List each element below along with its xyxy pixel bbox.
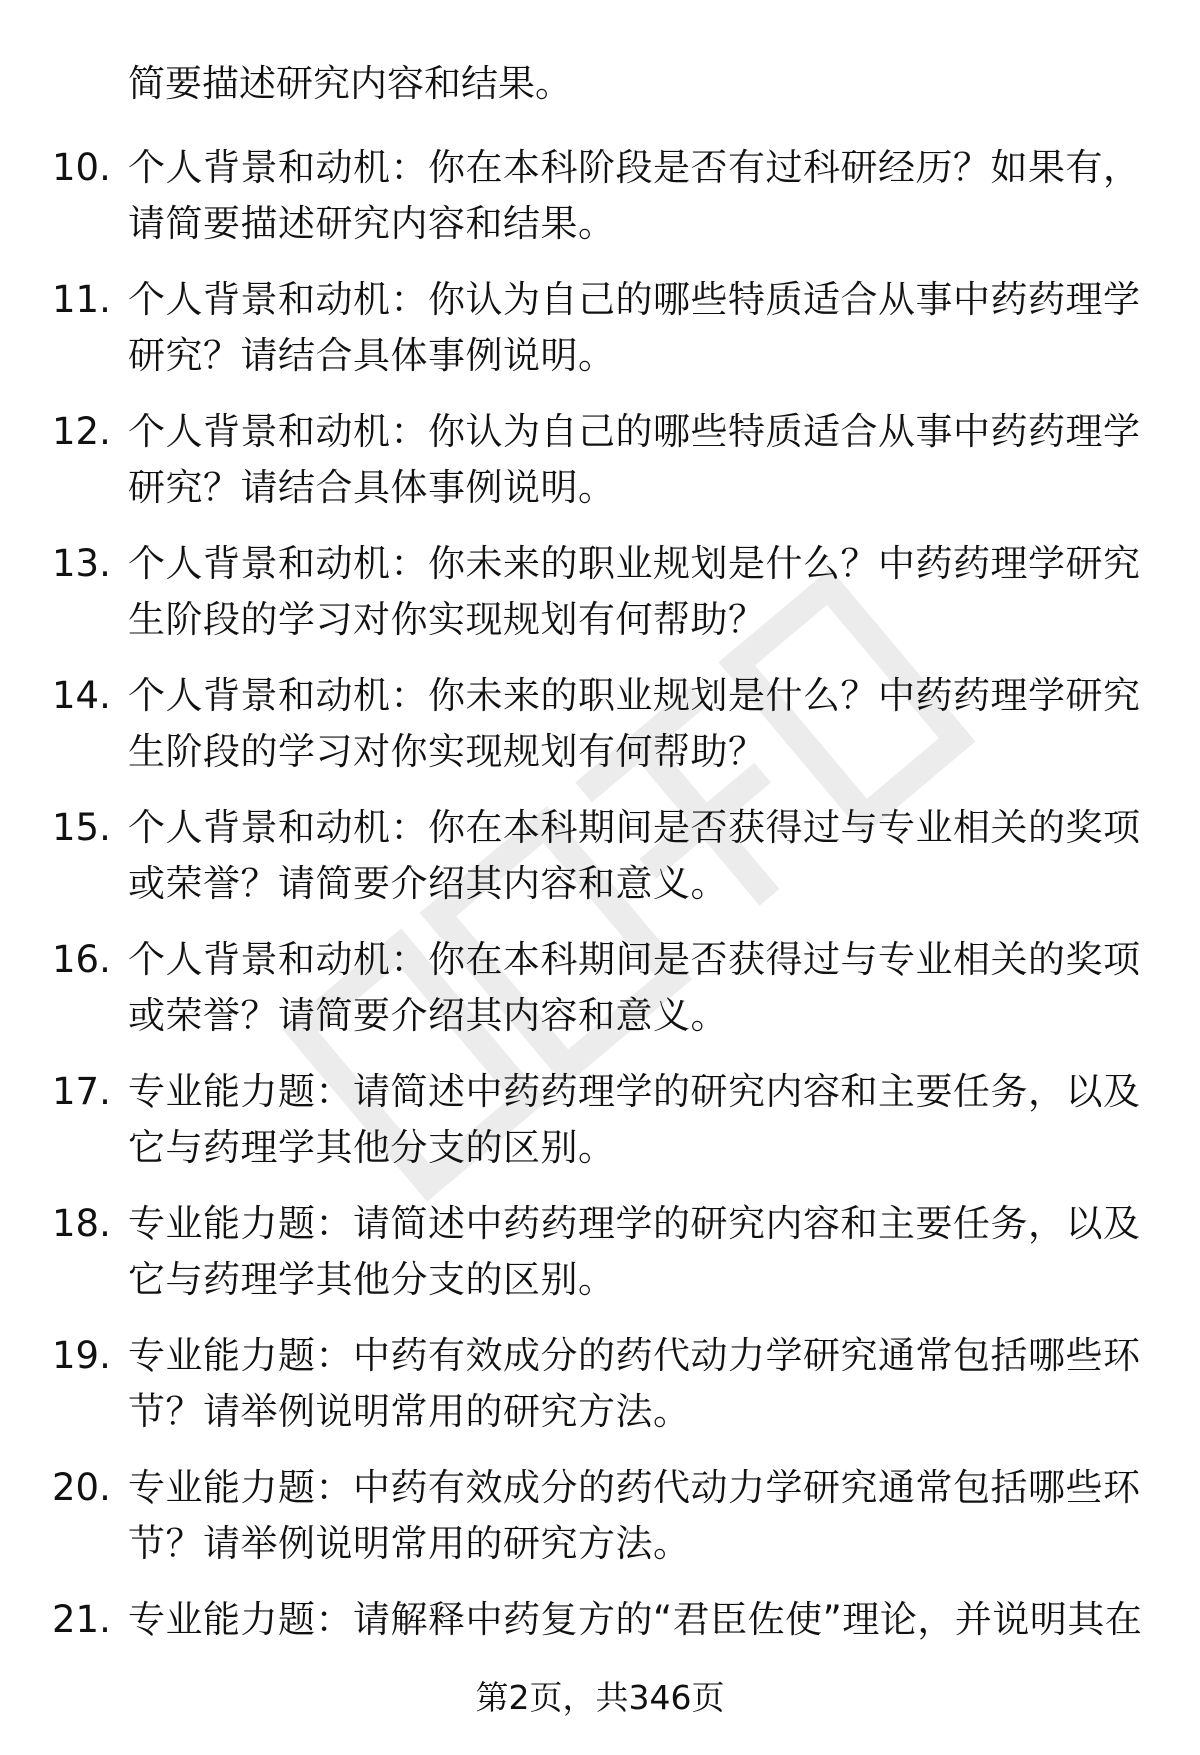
question-text: 专业能力题：中药有效成分的药代动力学研究通常包括哪些环节？请举例说明常用的研究方法。 (128, 1334, 1141, 1433)
list-item (0, 404, 1200, 532)
question-number: 14. (52, 674, 111, 717)
list-item (0, 272, 1200, 400)
question-number: 11. (52, 278, 111, 321)
question-number: 21. (52, 1598, 111, 1641)
question-number: 12. (52, 410, 111, 453)
question-text: 个人背景和动机：你认为自己的哪些特质适合从事中药药理学研究？请结合具体事例说明。 (128, 410, 1141, 509)
list-item (0, 932, 1200, 1060)
question-list (0, 140, 1200, 1724)
continued-question-text: 简要描述研究内容和结果。 (128, 62, 572, 105)
question-text: 个人背景和动机：你在本科期间是否获得过与专业相关的奖项或荣誉？请简要介绍其内容和意义。 (128, 806, 1141, 905)
list-item (0, 536, 1200, 664)
list-item (0, 1064, 1200, 1192)
question-text: 个人背景和动机：你认为自己的哪些特质适合从事中药药理学研究？请结合具体事例说明。 (128, 278, 1141, 377)
list-item (0, 800, 1200, 928)
question-number: 16. (52, 938, 111, 981)
question-number: 17. (52, 1070, 111, 1113)
question-text: 专业能力题：请解释中药复方的“君臣佐使”理论，并说明其在 (128, 1598, 1143, 1641)
question-number: 10. (52, 146, 111, 189)
list-item (0, 1460, 1200, 1588)
question-text: 个人背景和动机：你在本科阶段是否有过科研经历？如果有，请简要描述研究内容和结果。 (128, 146, 1141, 245)
question-text: 个人背景和动机：你未来的职业规划是什么？中药药理学研究生阶段的学习对你实现规划有何帮助？ (128, 674, 1141, 773)
question-number: 15. (52, 806, 111, 849)
question-number: 18. (52, 1202, 111, 1245)
question-number: 13. (52, 542, 111, 585)
question-number: 19. (52, 1334, 111, 1377)
list-item (0, 1196, 1200, 1324)
list-item (0, 1328, 1200, 1456)
question-text: 专业能力题：请简述中药药理学的研究内容和主要任务，以及它与药理学其他分支的区别。 (128, 1202, 1141, 1301)
page-footer: 第2页，共346页 (475, 1678, 725, 1717)
question-text: 专业能力题：中药有效成分的药代动力学研究通常包括哪些环节？请举例说明常用的研究方法。 (128, 1466, 1141, 1565)
list-item (0, 668, 1200, 796)
question-text: 个人背景和动机：你未来的职业规划是什么？中药药理学研究生阶段的学习对你实现规划有何帮助？ (128, 542, 1141, 641)
list-item (0, 140, 1200, 268)
question-text: 专业能力题：请简述中药药理学的研究内容和主要任务，以及它与药理学其他分支的区别。 (128, 1070, 1141, 1169)
question-number: 20. (52, 1466, 111, 1509)
question-text: 个人背景和动机：你在本科期间是否获得过与专业相关的奖项或荣誉？请简要介绍其内容和意义。 (128, 938, 1141, 1037)
